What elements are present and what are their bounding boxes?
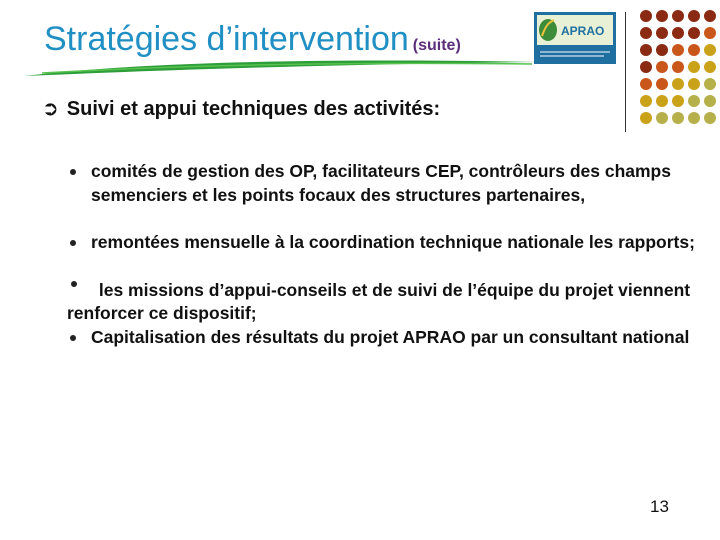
list-item [70, 326, 700, 350]
decor-dot [640, 95, 652, 107]
decor-dot [656, 112, 668, 124]
decor-dot [704, 112, 716, 124]
slide-title-suffix: (suite) [412, 37, 461, 54]
page-number: 13 [650, 497, 669, 516]
decor-dot [672, 10, 684, 22]
decor-dot [688, 61, 700, 73]
decor-dot [672, 95, 684, 107]
decorative-dot-grid [640, 10, 720, 135]
list-item-text: Capitalisation des résultats du projet APRAO par un consultant national [91, 326, 690, 347]
decor-dot [672, 44, 684, 56]
decor-dot [688, 27, 700, 39]
list-item-text: les missions d’appui-conseils et de suivi de l’équipe du projet viennent renforcer ce dispositif; [67, 279, 691, 323]
decor-dot [640, 112, 652, 124]
arrow-icon: ➲ [42, 96, 59, 120]
bullet-icon [70, 335, 76, 341]
decor-dot [672, 27, 684, 39]
decor-dot [656, 44, 668, 56]
decor-dot [672, 112, 684, 124]
section-heading [42, 96, 440, 121]
list-item [67, 279, 697, 326]
decor-dot [656, 78, 668, 90]
decor-dot [704, 10, 716, 22]
decor-dot [688, 10, 700, 22]
title-swoosh [22, 56, 542, 82]
decor-dot [656, 27, 668, 39]
decor-dot [640, 44, 652, 56]
section-heading-text: Suivi et appui techniques des activités: [66, 98, 441, 120]
decor-dot [688, 95, 700, 107]
decor-dot [640, 61, 652, 73]
slide-title [44, 20, 461, 59]
decor-dot [640, 27, 652, 39]
bullet-icon [70, 240, 76, 246]
logo-text: APRAO [561, 24, 605, 38]
decor-dot [640, 10, 652, 22]
decor-dot [656, 10, 668, 22]
decor-dot [672, 61, 684, 73]
bullet-icon [70, 169, 76, 175]
decor-dot [704, 27, 716, 39]
list-item-text: comités de gestion des OP, facilitateurs CEP, contrôleurs des champs semenciers et les points focaux des structures partenaires, [91, 161, 671, 205]
list-item [70, 160, 700, 207]
decor-dot [688, 44, 700, 56]
list-item-text: remontées mensuelle à la coordination technique nationale les rapports; [91, 232, 695, 252]
list-item [70, 231, 700, 255]
decor-dot [704, 78, 716, 90]
aprao-logo [534, 12, 616, 64]
bullet-list [67, 160, 700, 349]
decor-dot [688, 112, 700, 124]
decor-dot [704, 61, 716, 73]
decor-dot [656, 61, 668, 73]
slide-title-main: Stratégies d’intervention [44, 20, 409, 58]
decor-dot [656, 95, 668, 107]
decor-dot [704, 95, 716, 107]
decor-dot [640, 78, 652, 90]
decor-dot [704, 44, 716, 56]
decor-dot [672, 78, 684, 90]
bullet-icon [71, 281, 77, 287]
decor-dot [688, 78, 700, 90]
header-separator [625, 12, 626, 132]
